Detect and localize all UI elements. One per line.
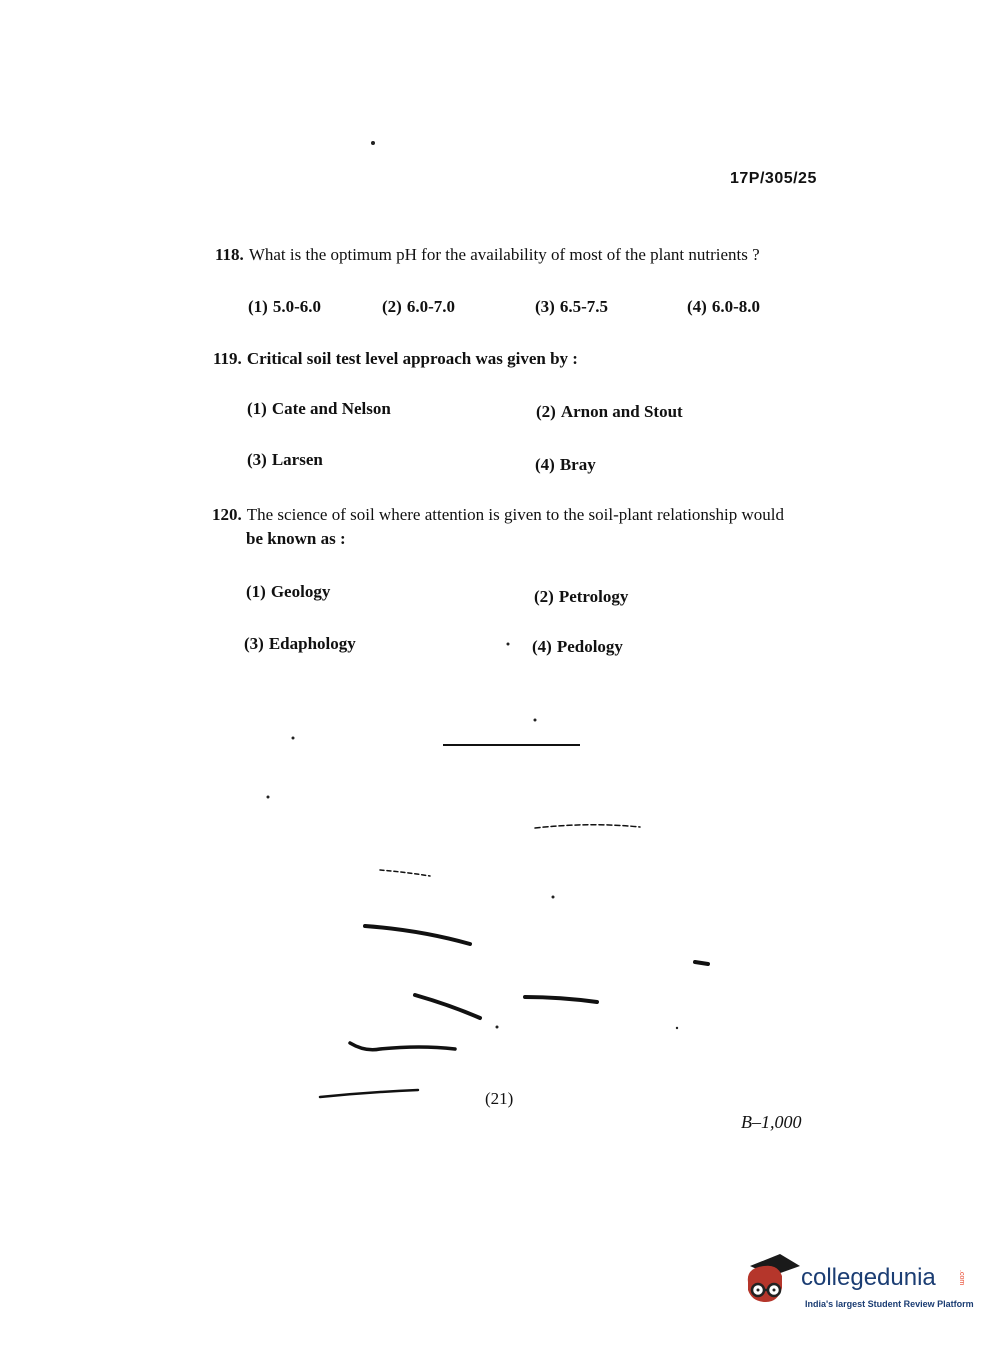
scribble-mark [525, 997, 597, 1002]
question-number: 119. [213, 349, 242, 368]
scan-dot [534, 719, 537, 722]
question-number: 118. [215, 245, 244, 264]
question-text: What is the optimum pH for the availability of most of the plant nutrients ? [248, 245, 760, 264]
scan-dot [496, 1026, 499, 1029]
option-text: Edaphology [268, 634, 356, 653]
question-number: 120. [212, 505, 242, 524]
option-number: (1) [247, 399, 267, 418]
option-text: Geology [270, 582, 331, 601]
option-text: 5.0-6.0 [272, 297, 321, 316]
question-120-continuation: be known as : [246, 529, 346, 548]
batch-number: B–1,000 [741, 1112, 802, 1132]
option-text: Pedology [556, 637, 623, 656]
scribble-mark [365, 926, 470, 944]
brand-tagline: India's largest Student Review Platform [805, 1299, 974, 1309]
scan-dot [676, 1027, 678, 1029]
scribble-mark [380, 870, 430, 876]
scribble-mark [535, 825, 640, 828]
option-text: 6.0-8.0 [711, 297, 760, 316]
scribble-mark [695, 962, 708, 964]
option-number: (2) [534, 587, 554, 606]
scribble-mark [320, 1090, 418, 1097]
scribble-mark [415, 995, 480, 1018]
option-number: (4) [532, 637, 552, 656]
option-number: (1) [246, 582, 266, 601]
paper-code: 17P/305/25 [730, 170, 817, 187]
option-text: Larsen [271, 450, 323, 469]
brand-domain-suffix: .com [958, 1270, 965, 1286]
option-text: Petrology [558, 587, 629, 606]
scan-dot [292, 737, 295, 740]
option-number: (4) [535, 455, 555, 474]
option-text: Bray [559, 455, 596, 474]
option-number: (4) [687, 297, 707, 316]
option-number: (2) [536, 402, 556, 421]
option-text: Arnon and Stout [560, 402, 683, 421]
option-number: (3) [535, 297, 555, 316]
scribble-mark [350, 1043, 455, 1050]
brand-name: collegedunia [801, 1264, 936, 1291]
collegedunia-logo-icon [742, 1252, 802, 1312]
option-text: 6.5-7.5 [559, 297, 608, 316]
page-number: (21) [485, 1089, 514, 1108]
option-text: Cate and Nelson [271, 399, 391, 418]
option-text: 6.0-7.0 [406, 297, 455, 316]
scan-dot [371, 141, 375, 145]
option-number: (3) [244, 634, 264, 653]
scan-dot [507, 643, 510, 646]
question-text: Critical soil test level approach was given by : [246, 349, 578, 368]
scan-dot [267, 796, 270, 799]
option-number: (3) [247, 450, 267, 469]
scan-dot [552, 896, 555, 899]
question-text: The science of soil where attention is given to the soil-plant relationship would [246, 505, 785, 524]
option-number: (2) [382, 297, 402, 316]
option-number: (1) [248, 297, 268, 316]
